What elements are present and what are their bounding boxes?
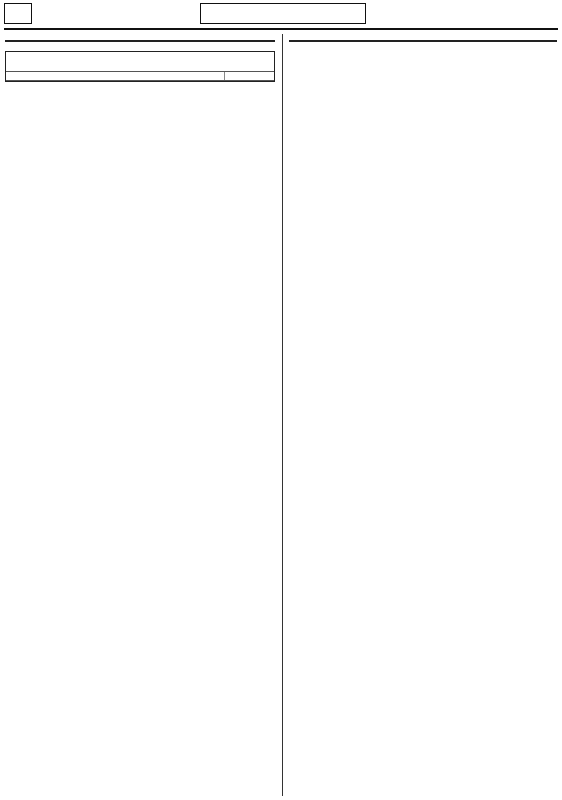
header-rule — [4, 28, 558, 30]
annex-table — [5, 51, 275, 82]
annex-subtitle — [6, 62, 274, 72]
page-number — [4, 3, 32, 24]
col-header-classification — [224, 72, 274, 80]
section-title — [200, 3, 366, 24]
page-header — [4, 3, 558, 29]
annex-table-header — [6, 71, 274, 81]
annex-table-continued — [289, 40, 557, 42]
column-divider — [282, 34, 283, 796]
annex-title — [6, 52, 274, 62]
right-column — [289, 40, 557, 42]
left-column — [5, 40, 275, 82]
